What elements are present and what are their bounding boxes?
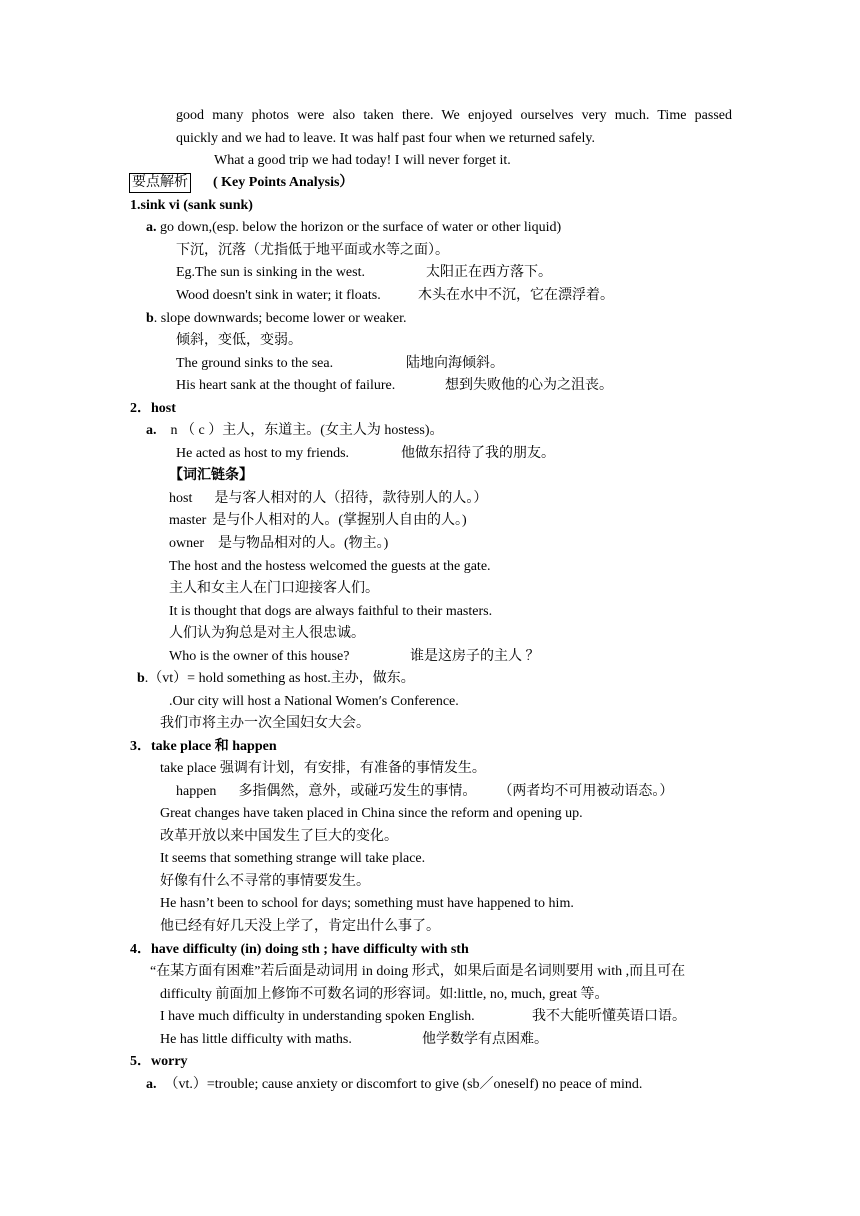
point-heading-worry: 5．worry [130,1054,188,1069]
sink-example-2-en: Wood doesn't sink in water; it floats. [176,288,381,303]
take-place-example-1-cn: 改革开放以来中国发生了巨大的变化。 [160,829,398,844]
take-place-example-2-en: It seems that something strange will take place. [160,851,426,866]
host-chain-item-owner [169,533,388,556]
difficulty-example-2-cn: 他学数学有点困难。 [422,1032,548,1047]
host-vocab-chain-label: 【词汇链条】 [169,468,253,483]
difficulty-example-2-en: He has little difficulty with maths. [160,1032,352,1047]
host-example-3-en: It is thought that dogs are always faithful to their masters. [169,604,493,619]
host-example-5-cn: 我们市将主办一次全国妇女大会。 [160,716,370,731]
sink-example-1-cn: 太阳正在西方落下。 [426,265,552,280]
chain-word: owner [169,536,204,551]
happen-text: 多指偶然，意外，或碰巧发生的事情。 [238,784,477,799]
host-chain-item-host [169,488,487,511]
host-a-text: n （ c ）主人，东道主。(女主人为 hostess)。 [170,423,444,438]
point-heading-difficulty: 4．have difficulty (in) doing sth ; have difficulty with sth [130,942,469,957]
difficulty-explanation-2: difficulty 前面加上修饰不可数名词的形容词。如:little, no, much, great 等。 [160,987,609,1002]
sink-example-2-cn: 木头在水中不沉，它在漂浮着。 [418,288,614,303]
section-header [129,172,353,195]
sink-example-3-en: The ground sinks to the sea. [176,356,334,371]
sink-example-3-cn: 陆地向海倾斜。 [406,356,504,371]
sink-definition-b [146,308,407,331]
point-heading-sink: 1.sink vi (sank sunk) [130,198,253,213]
chain-explanation: 是与客人相对的人（招待，款待别人的人。） [214,491,488,506]
section-box-label: 要点解析 [129,173,191,193]
take-place-example-1-en: Great changes have taken placed in China since the reform and opening up. [160,806,583,821]
host-example-3-cn: 人们认为狗总是对主人很忠诚。 [169,626,365,641]
sink-b-chinese: 倾斜，变低，变弱。 [176,333,302,348]
difficulty-explanation-1: “在某方面有困难”若后面是动词用 in doing 形式，如果后面是名词则要用 with ,而且可在 [150,964,686,979]
difficulty-example-1-en: I have much difficulty in understanding spoken English. [160,1009,475,1024]
take-place-example-3-en: He hasn’t been to school for days; something must have happened to him. [160,896,574,911]
host-b-marker: b [137,671,145,686]
host-b-text: .（vt）= hold something as host.主办，做东。 [144,671,415,686]
intro-line-3: What a good trip we had today! I will never forget it. [214,153,511,168]
host-example-5-en: .Our city will host a National Women′s Conference. [169,694,459,709]
host-chain-item-master [169,510,467,533]
chain-word: master [169,513,207,528]
worry-a-marker: a. [146,1077,157,1092]
sink-example-4-en: His heart sank at the thought of failure. [176,378,396,393]
host-definition-b [137,668,415,691]
sink-definition-a [146,217,561,240]
point-heading-take-place: 3．take place 和 happen [130,739,277,754]
host-example-4-en: Who is the owner of this house? [169,649,350,664]
happen-explanation [176,781,673,804]
take-place-example-3-cn: 他已经有好几天没上学了，肯定出什么事了。 [160,919,440,934]
chain-explanation: 是与物品相对的人。(物主。) [218,536,389,551]
sink-example-1-en: Eg.The sun is sinking in the west. [176,265,365,280]
host-example-2-en: The host and the hostess welcomed the guests at the gate. [169,559,491,574]
host-example-4-cn: 谁是这房子的主人 ？ [410,649,540,664]
intro-line-2: quickly and we had to leave. It was half past four when we returned safely. [176,131,595,146]
sink-a-text: go down,(esp. below the horizon or the surface of water or other liquid) [156,220,562,235]
intro-line-1: good many photos were also taken there. We enjoyed ourselves very much. Time passed [176,108,732,123]
worry-definition-a [146,1074,642,1097]
worry-a-text: （vt.）=trouble; cause anxiety or discomfort to give (sb／oneself) no peace of mind. [164,1077,643,1092]
happen-note: （两者均不可用被动语态。） [498,784,674,799]
sink-a-marker: a. [146,220,157,235]
sink-b-text: . slope downwards; become lower or weaker. [153,311,407,326]
host-example-2-cn: 主人和女主人在门口迎接客人们。 [169,581,379,596]
host-example-1-cn: 他做东招待了我的朋友。 [401,446,555,461]
take-place-explanation: take place 强调有计划，有安排，有准备的事情发生。 [160,761,486,776]
point-heading-host: 2．host [130,401,176,416]
section-title: ( Key Points Analysis） [213,175,354,190]
sink-example-4-cn: 想到失败他的心为之沮丧。 [445,378,613,393]
chain-word: host [169,491,193,506]
happen-word: happen [176,784,217,799]
host-example-1-en: He acted as host to my friends. [176,446,350,461]
sink-a-chinese: 下沉，沉落（尤指低于地平面或水等之面）。 [176,243,449,258]
host-definition-a [146,420,444,443]
sink-b-marker: b [146,311,154,326]
chain-explanation: 是与仆人相对的人。(掌握别人自由的人。) [212,513,467,528]
take-place-example-2-cn: 好像有什么不寻常的事情要发生。 [160,874,370,889]
difficulty-example-1-cn: 我不大能听懂英语口语。 [532,1009,686,1024]
host-a-marker: a. [146,423,157,438]
